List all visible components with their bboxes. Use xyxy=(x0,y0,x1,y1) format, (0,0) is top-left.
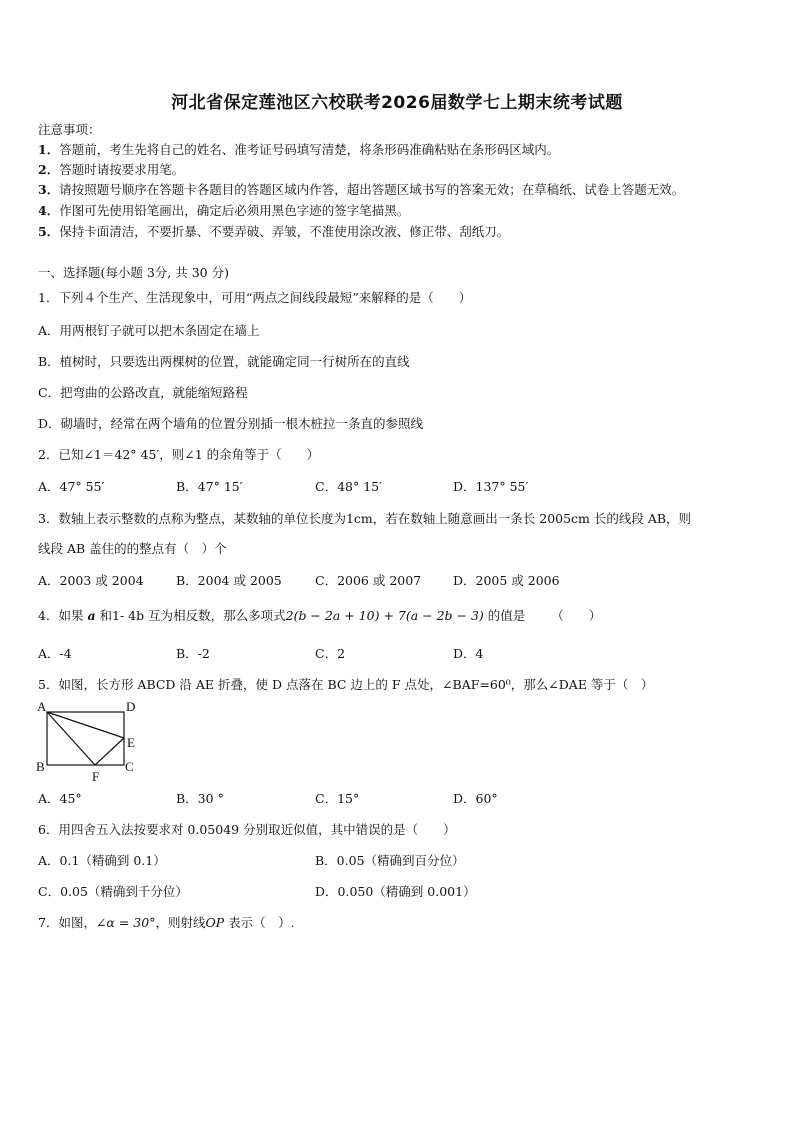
question-7-stem xyxy=(38,915,295,931)
notice-item-4 xyxy=(38,203,409,219)
q7-post: 表示（ ）. xyxy=(224,915,295,930)
question-3-option-d: D．2005 或 2006 xyxy=(453,573,560,588)
notice-num: 5． xyxy=(38,224,60,239)
question-2-option-a: A．47° 55′ xyxy=(38,479,105,494)
notice-text: 请按照题号顺序在答题卡各题目的答题区域内作答，超出答题区域书写的答案无效；在草稿纸、试卷上答题无效。 xyxy=(59,182,685,197)
label-a: A xyxy=(37,699,47,714)
question-5-option-d: D．60° xyxy=(453,791,498,806)
question-3-stem-line-1: 3．数轴上表示整数的点称为整点，某数轴的单位长度为1cm，若在数轴上随意画出一条长 2005cm 长的线段 AB，则 xyxy=(38,511,692,526)
q7-mid: ，则射线 xyxy=(155,915,206,930)
question-6-option-a: A．0.1（精确到 0.1） xyxy=(38,853,166,868)
label-c: C xyxy=(125,759,134,774)
q7-ray: OP xyxy=(205,915,225,930)
q4-var-a: a xyxy=(87,608,96,623)
q4-mid2: 互为相反数，那么多项式 xyxy=(144,608,286,623)
question-4-option-c: C．2 xyxy=(315,646,346,661)
question-1-option-d: D．砌墙时，经常在两个墙角的位置分别插一根木桩拉一条直的参照线 xyxy=(38,416,424,431)
rectangle-abcd xyxy=(47,712,124,765)
q4-post: 的值是 xyxy=(483,608,526,623)
notice-item-3 xyxy=(38,182,684,198)
question-1-option-b: B．植树时，只要选出两棵树的位置，就能确定同一行树所在的直线 xyxy=(38,354,410,369)
page-title: 河北省保定莲池区六校联考2026届数学七上期末统考试题 xyxy=(171,93,623,113)
question-1-option-a: A．用两根钉子就可以把木条固定在墙上 xyxy=(38,323,260,338)
question-6-option-d: D．0.050（精确到 0.001） xyxy=(315,884,476,899)
label-f: F xyxy=(92,769,100,784)
question-3-option-b: B．2004 或 2005 xyxy=(176,573,282,588)
notice-text: 答题时请按要求用笔。 xyxy=(59,162,185,177)
notice-num: 3． xyxy=(38,182,60,197)
question-5-stem: 5．如图，长方形 ABCD 沿 AE 折叠，使 D 点落在 BC 边上的 F 点处，∠BAF=60⁰，那么∠DAE 等于（ ） xyxy=(38,677,654,692)
question-2-option-b: B．47° 15′ xyxy=(176,479,243,494)
label-e: E xyxy=(127,735,135,750)
question-3-stem-line-2: 线段 AB 盖住的的整点有（ ）个 xyxy=(38,541,227,556)
q4-polynomial: 2(b − 2a + 10) + 7(a − 2b − 3) xyxy=(285,608,484,623)
question-3-option-c: C．2006 或 2007 xyxy=(315,573,422,588)
q4-expr1: 1- 4b xyxy=(112,608,145,623)
q7-pre: 7．如图， xyxy=(38,915,96,930)
q7-angle: ∠α = 30° xyxy=(95,915,156,930)
question-1-stem: 1．下列４个生产、生活现象中，可用“两点之间线段最短”来解释的是（ ） xyxy=(38,290,472,305)
notice-text: 保持卡面清洁，不要折暴、不要弄破、弄皱，不准使用涂改液、修正带、刮纸刀。 xyxy=(59,224,510,239)
label-b: B xyxy=(36,759,45,774)
notice-num: 1． xyxy=(38,142,60,157)
question-1-option-c: C．把弯曲的公路改直，就能缩短路程 xyxy=(38,385,248,400)
notice-num: 4． xyxy=(38,203,60,218)
question-5-option-b: B．30 ° xyxy=(176,791,224,806)
notice-item-5 xyxy=(38,224,509,240)
question-6-stem: 6．用四舍五入法按要求对 0.05049 分别取近似值，其中错误的是（ ） xyxy=(38,822,456,837)
notice-heading: 注意事项： xyxy=(38,122,101,137)
question-6-option-b: B．0.05（精确到百分位） xyxy=(315,853,465,868)
notice-num: 2． xyxy=(38,162,60,177)
question-4-option-d: D．4 xyxy=(453,646,484,661)
notice-item-1 xyxy=(38,142,559,158)
segment-fe xyxy=(95,738,124,765)
question-5-option-a: A．45° xyxy=(38,791,82,806)
question-4-stem xyxy=(38,608,601,624)
rectangle-fold-figure xyxy=(34,697,144,785)
question-2-stem: 2．已知∠1＝42° 45′，则∠1 的余角等于（ ） xyxy=(38,447,320,462)
question-6-option-c: C．0.05（精确到千分位） xyxy=(38,884,188,899)
section-heading: 一、选择题(每小题 3分, 共 30 分) xyxy=(38,265,229,280)
question-3-option-a: A．2003 或 2004 xyxy=(38,573,144,588)
notice-text: 答题前，考生先将自己的姓名、准考证号码填写清楚，将条形码准确粘贴在条形码区域内。 xyxy=(59,142,560,157)
label-d: D xyxy=(126,699,136,714)
question-2-option-d: D．137° 55′ xyxy=(453,479,529,494)
question-2-option-c: C．48° 15′ xyxy=(315,479,382,494)
q4-mid1: 和 xyxy=(95,608,113,623)
question-4-option-a: A．-4 xyxy=(38,646,72,661)
q4-pre: 4．如果 xyxy=(38,608,88,623)
q4-paren: （ ） xyxy=(551,608,602,623)
question-5-option-c: C．15° xyxy=(315,791,360,806)
notice-text: 作图可先使用铅笔画出，确定后必须用黑色字迹的签字笔描黑。 xyxy=(59,203,410,218)
notice-item-2 xyxy=(38,162,184,178)
question-4-option-b: B．-2 xyxy=(176,646,210,661)
